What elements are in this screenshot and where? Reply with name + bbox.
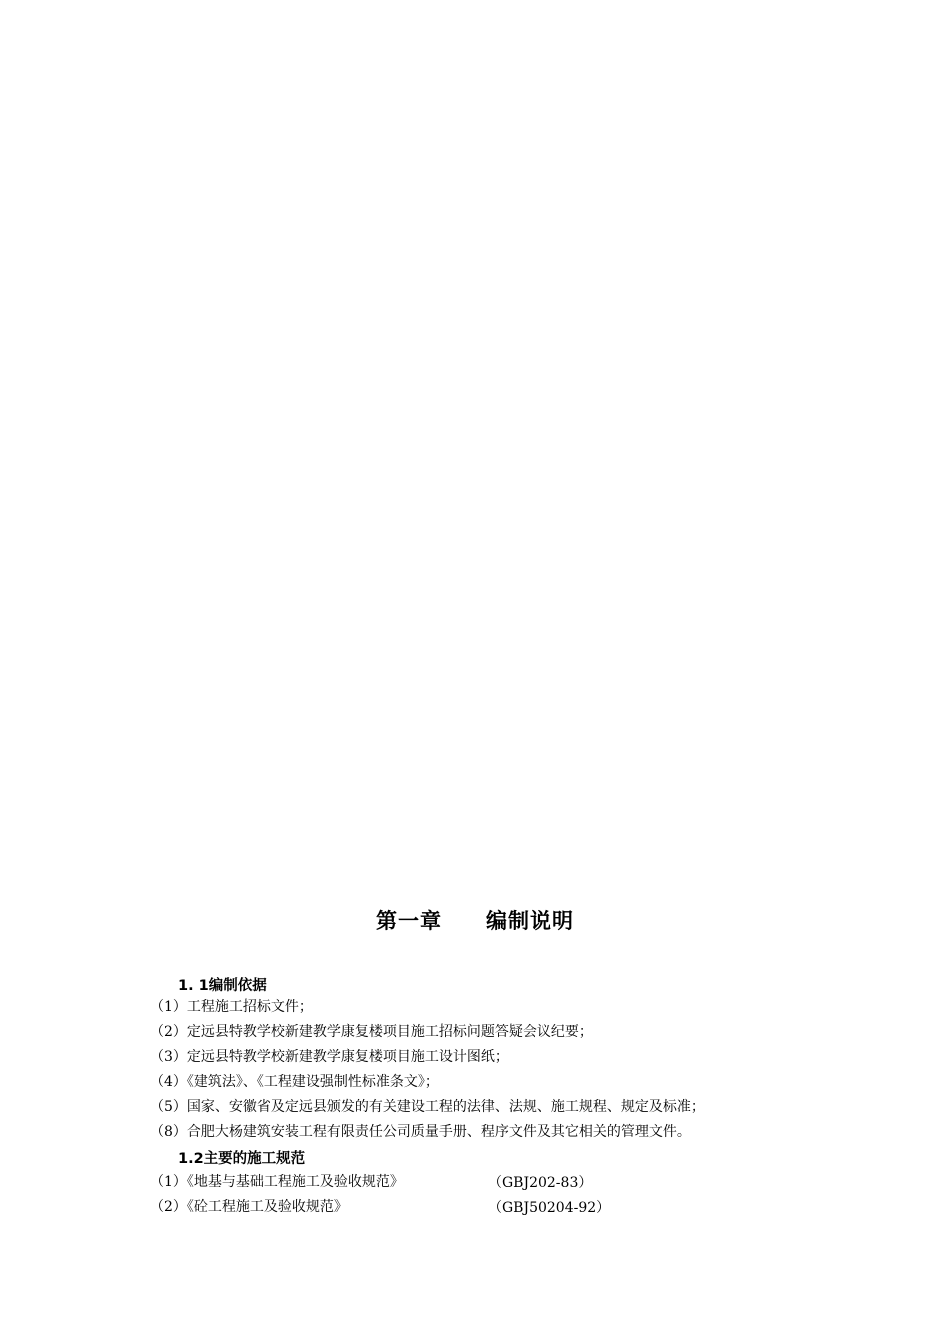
basis-item-2: （2）定远县特教学校新建教学康复楼项目施工招标问题答疑会议纪要； <box>150 1024 593 1040</box>
chapter-number: 第一章 <box>376 909 442 933</box>
spec-code-2: （GBJ50204-92） <box>488 1200 611 1216</box>
basis-item-1: （1）工程施工招标文件； <box>150 999 313 1015</box>
basis-item-3: （3）定远县特教学校新建教学康复楼项目施工设计图纸； <box>150 1049 509 1065</box>
basis-item-5: （5）国家、安徽省及定远县颁发的有关建设工程的法律、法规、施工规程、规定及标准； <box>150 1099 705 1115</box>
chapter-name: 编制说明 <box>486 909 574 933</box>
section-heading-basis: 1. 1编制依据 <box>178 978 267 994</box>
spec-code-1: （GBJ202-83） <box>488 1175 593 1191</box>
basis-item-8: （8）合肥大杨建筑安装工程有限责任公司质量手册、程序文件及其它相关的管理文件。 <box>150 1124 691 1140</box>
spec-item-2: （2）《砼工程施工及验收规范》 <box>150 1199 348 1215</box>
section-heading-specs: 1.2主要的施工规范 <box>178 1151 306 1167</box>
basis-item-4: （4）《建筑法》、《工程建设强制性标准条文》； <box>150 1074 439 1090</box>
chapter-title <box>0 905 950 935</box>
spec-item-1: （1）《地基与基础工程施工及验收规范》 <box>150 1174 404 1190</box>
